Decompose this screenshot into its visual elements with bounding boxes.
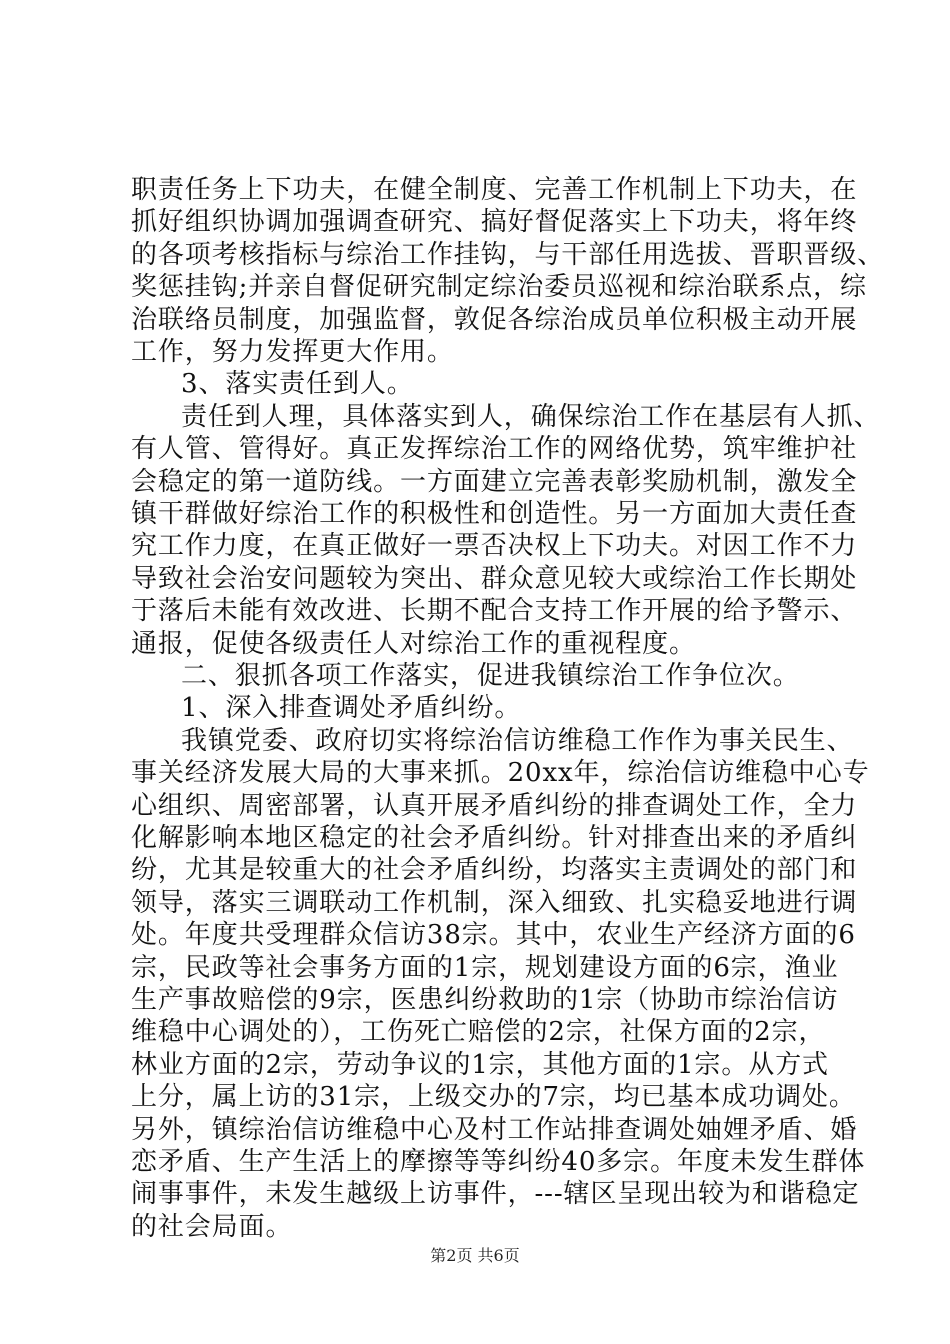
text-line: 于落后未能有效改进、长期不配合支持工作开展的给予警示、: [131, 596, 858, 627]
text-line: 处。年度共受理群众信访38宗。其中，农业生产经济方面的6: [131, 920, 856, 951]
text-line: 镇干群做好综治工作的积极性和创造性。另一方面加大责任查: [131, 499, 858, 529]
text-line: 另外，镇综治信访维稳中心及村工作站排查调处妯娌矛盾、婚: [131, 1114, 858, 1145]
text-line: 我镇党委、政府切实将综治信访维稳工作作为事关民生、: [181, 725, 854, 756]
text-line: 领导，落实三调联动工作机制，深入细致、扎实稳妥地进行调: [131, 887, 858, 918]
text-line: 恋矛盾、生产生活上的摩擦等等纠纷40多宗。年度未发生群体: [131, 1147, 866, 1177]
text-line: 抓好组织协调加强调查研究、搞好督促落实上下功夫，将年终: [131, 207, 858, 238]
text-line: 林业方面的2宗，劳动争议的1宗，其他方面的1宗。从方式: [131, 1049, 829, 1080]
text-line: 的各项考核指标与综治工作挂钩，与干部任用选拔、晋职晋级、: [131, 239, 885, 270]
section-heading: 1、深入排查调处矛盾纠纷。: [181, 693, 522, 724]
text-line: 闹事事件，未发生越级上访事件，---辖区呈现出较为和谐稳定: [131, 1179, 860, 1210]
text-line: 责任到人理，具体落实到人，确保综治工作在基层有人抓、: [181, 401, 881, 432]
text-line: 心组织、周密部署，认真开展矛盾纠纷的排查调处工作，全力: [131, 790, 858, 821]
text-line: 会稳定的第一道防线。一方面建立完善表彰奖励机制，激发全: [131, 466, 858, 497]
text-line: 维稳中心调处的），工伤死亡赔偿的2宗，社保方面的2宗，: [131, 1017, 826, 1048]
text-line: 奖惩挂钩;并亲自督促研究制定综治委员巡视和综治联系点，综: [131, 272, 867, 303]
text-line: 化解影响本地区稳定的社会矛盾纠纷。针对排查出来的矛盾纠: [131, 823, 858, 853]
text-line: 导致社会治安问题较为突出、群众意见较大或综治工作长期处: [131, 563, 858, 594]
text-line: 治联络员制度，加强监督，敦促各综治成员单位积极主动开展: [131, 304, 858, 335]
page-number: 第2页 共6页: [430, 1246, 520, 1265]
text-line: 有人管、管得好。真正发挥综治工作的网络优势，筑牢维护社: [131, 434, 858, 465]
text-line: 工作，努力发挥更大作用。: [131, 337, 454, 367]
text-line: 职责任务上下功夫，在健全制度、完善工作机制上下功夫，在: [131, 175, 858, 205]
text-line: 生产事故赔偿的9宗，医患纠纷救助的1宗（协助市综治信访: [131, 985, 839, 1015]
text-line: 宗，民政等社会事务方面的1宗，规划建设方面的6宗，渔业: [131, 952, 839, 983]
section-heading: 二、狠抓各项工作落实，促进我镇综治工作争位次。: [181, 661, 800, 691]
text-line: 究工作力度，在真正做好一票否决权上下功夫。对因工作不力: [131, 531, 858, 562]
text-line: 纷，尤其是较重大的社会矛盾纠纷，均落实主责调处的部门和: [131, 855, 858, 886]
section-heading: 3、落实责任到人。: [181, 369, 414, 400]
text-line: 事关经济发展大局的大事来抓。20xx年，综治信访维稳中心专: [131, 758, 870, 789]
text-line: 的社会局面。: [131, 1211, 293, 1242]
text-line: 上分，属上访的31宗，上级交办的7宗，均已基本成功调处。: [131, 1082, 856, 1113]
text-line: 通报，促使各级责任人对综治工作的重视程度。: [131, 628, 696, 659]
